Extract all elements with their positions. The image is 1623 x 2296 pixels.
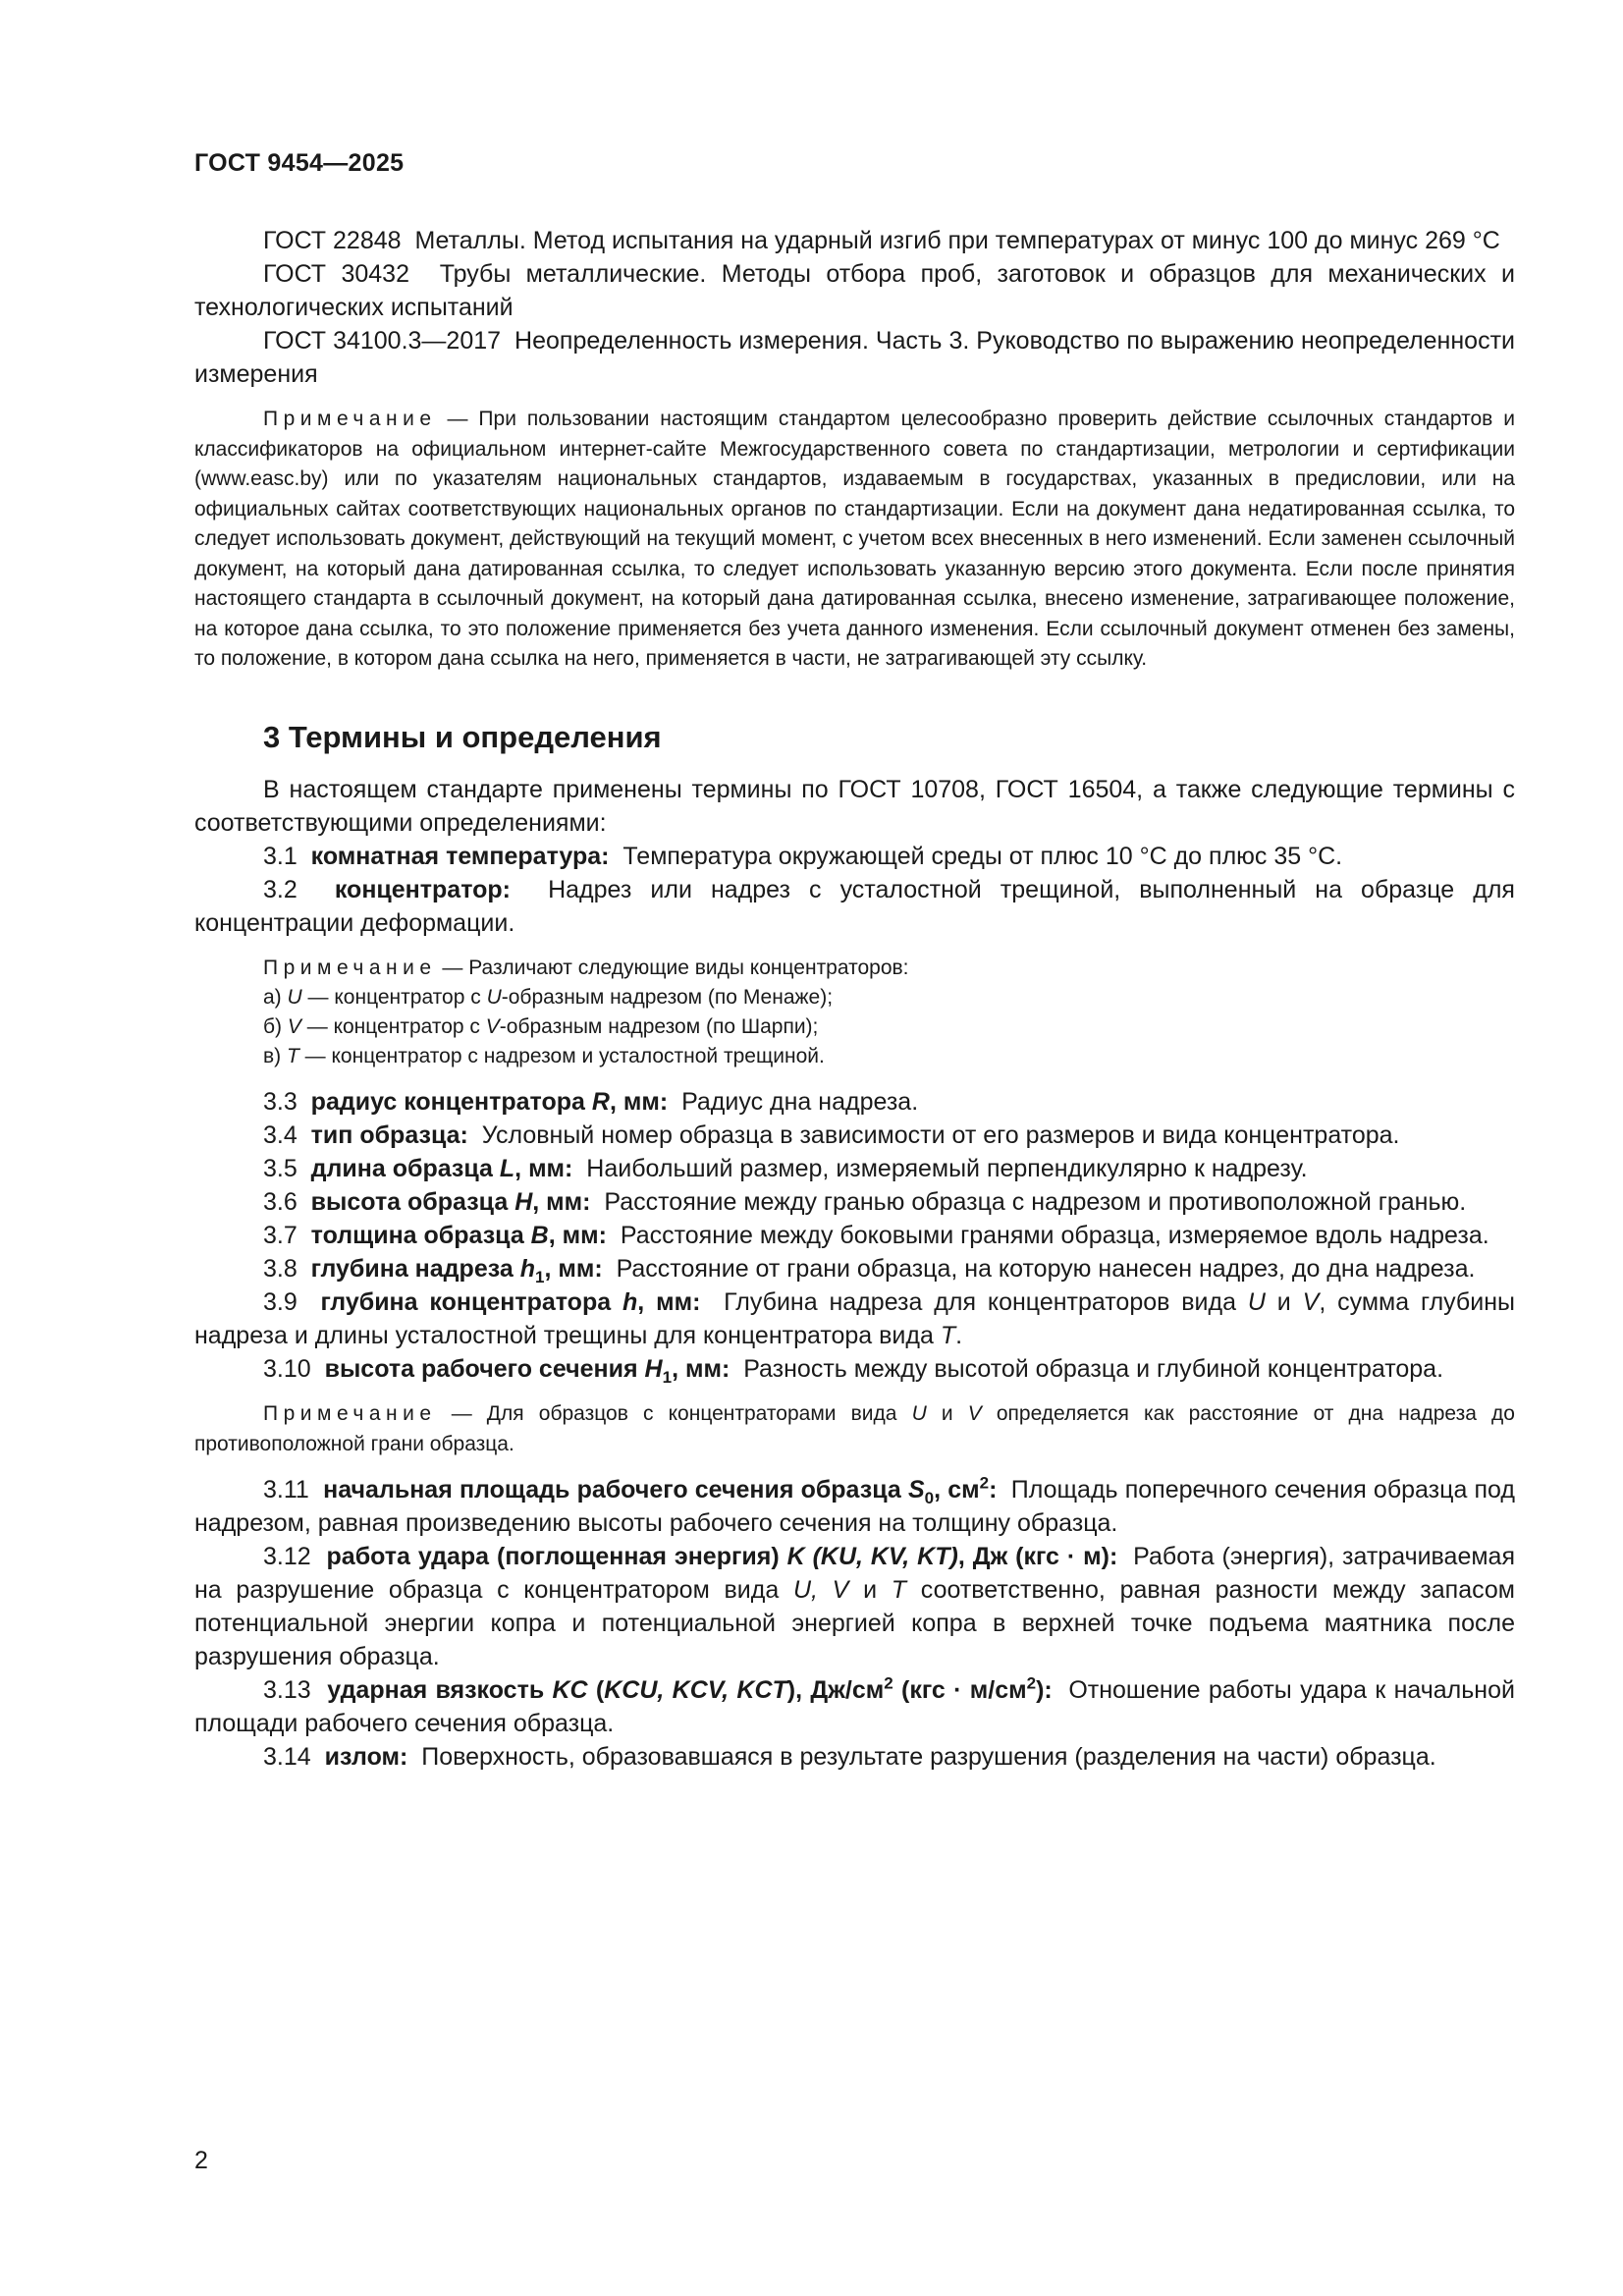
reference-entry [194,324,1515,391]
definition-text: , сумма глубины надреза и длины усталостной трещины для концентратора вида [194,1288,1515,1349]
term-name-text: , мм: [548,1222,607,1249]
term-name-text: начальная площадь рабочего сечения образца [323,1476,908,1503]
term-name-text: радиус концентратора [310,1088,592,1116]
term-name-text: , см [934,1476,980,1503]
term-name-text: ударная вязкость [327,1676,553,1704]
symbol: T [287,1045,299,1067]
term-number: 3.1 [263,842,298,870]
symbol: h [519,1255,535,1283]
term-3-8 [194,1252,1515,1285]
term-definition: Площадь поперечного сечения образца под надрезом, равная произведению высоты рабочего сечения на толщину образца. [194,1476,1515,1537]
term-name [327,1673,1053,1704]
term-name-text: высота образца [310,1188,515,1216]
term-3-9 [194,1285,1515,1352]
reference-entry [194,224,1515,257]
list-item [263,1042,1515,1071]
definition-text: Глубина надреза для концентраторов вида [724,1288,1248,1316]
term-name-text: , мм: [609,1088,669,1116]
term-definition: Расстояние от грани образца, на которую нанесен надрез, до дна надреза. [616,1255,1476,1283]
term-number: 3.5 [263,1155,298,1182]
term-number: 3.10 [263,1355,311,1383]
term-number: 3.4 [263,1121,298,1149]
term-name: концентратор: [334,875,511,903]
definition-text: и [1265,1288,1303,1316]
symbol: B [530,1222,549,1249]
term-number: 3.3 [263,1088,298,1116]
term-name-text: (кгс · м/см [893,1676,1027,1704]
term-name-text: глубина концентратора [320,1288,622,1316]
note-label: Примечание [263,408,437,430]
term-name-text: , мм: [514,1155,573,1182]
term-definition: Надрез или надрез с усталостной трещиной, выполненный на образце для концентрации деформации. [194,875,1515,937]
term-number: 3.14 [263,1743,311,1771]
list-item [263,1012,1515,1042]
symbol: U [1247,1288,1266,1316]
term-name-text: высота рабочего сечения [324,1355,645,1383]
symbol: T [891,1576,907,1604]
symbol: R [591,1088,610,1116]
term-name [311,1222,607,1249]
term-3-7 [194,1219,1515,1252]
list-marker: б) [263,1015,283,1038]
note-intro [194,954,1515,984]
term-name: тип образца: [310,1121,468,1149]
term-number: 3.13 [263,1676,311,1704]
note-working-section [194,1399,1515,1459]
note-text: определяется как расстояние от дна надреза до противоположной грани образца. [194,1402,1515,1455]
term-definition: Расстояние между боковыми гранями образца, измеряемое вдоль надреза. [620,1222,1489,1249]
definition-text: соответственно, равная разности между запасом потенциальной энергии копра и потенциальной энергией копра в верхней точке подъема маятника после разрушения образца. [194,1576,1515,1670]
superscript: 2 [884,1673,893,1693]
symbol: U [287,986,302,1009]
subscript: 1 [662,1368,673,1387]
reference-title: Трубы металлические. Методы отбора проб, заготовок и образцов для механических и технологических испытаний [194,260,1515,321]
term-name-text: , мм: [532,1188,591,1216]
term-name-text: , Дж (кгс · м): [957,1543,1118,1570]
term-name-text: глубина надреза [310,1255,520,1283]
term-definition: Отношение работы удара к начальной площади рабочего сечения образца. [194,1676,1515,1737]
reference-code: ГОСТ 30432 [263,260,409,288]
term-name [311,1088,668,1116]
term-name-text: : [989,1476,998,1503]
symbol: S [907,1476,925,1503]
symbol: KC [552,1676,588,1704]
term-name [327,1543,1118,1570]
term-3-6 [194,1185,1515,1219]
term-name [324,1355,730,1387]
subscript: 0 [924,1489,935,1507]
section-heading: 3 Термины и определения [263,719,662,754]
symbol: T [940,1322,956,1349]
superscript: 2 [1026,1673,1037,1693]
term-3-12 [194,1540,1515,1673]
list-item [263,983,1515,1012]
list-text: — концентратор с [307,986,487,1009]
term-3-11 [194,1473,1515,1540]
reference-title: Неопределенность измерения. Часть 3. Руководство по выражению неопределенности измерения [194,327,1515,388]
term-name-text: ): [1036,1676,1053,1704]
definition-text: и [848,1576,892,1604]
term-3-3 [194,1085,1515,1119]
note-list [194,983,1515,1071]
term-name-text: толщина образца [310,1222,531,1249]
list-marker: а) [263,986,282,1009]
note-label: Примечание [263,956,437,979]
note-text: — Для образцов с концентраторами вида [451,1402,912,1425]
document-id: ГОСТ 9454—2025 [194,149,405,177]
list-marker: в) [263,1045,282,1067]
symbol: h [622,1288,638,1316]
term-3-14 [194,1740,1515,1774]
term-number: 3.6 [263,1188,298,1216]
term-definition: Наибольший размер, измеряемый перпендикулярно к надрезу. [586,1155,1308,1182]
reference-code: ГОСТ 34100.3—2017 [263,327,502,355]
symbol: V [967,1402,982,1425]
superscript: 2 [979,1473,990,1493]
note-references [194,405,1515,675]
term-name [311,1155,573,1182]
term-name [310,1255,603,1286]
term-definition: Температура окружающей среды от плюс 10 °С до плюс 35 °С. [622,842,1343,870]
term-3-5 [194,1152,1515,1185]
term-definition: Радиус дна надреза. [681,1088,919,1116]
term-name-text: , мм: [637,1288,701,1316]
term-definition: Условный номер образца в зависимости от его размеров и вида концентратора. [481,1121,1400,1149]
note-text: — При пользовании настоящим стандартом целесообразно проверить действие ссылочных стандартов и классификаторов на официальном интернет-сайте Межгосударственного совета по стандартизации, метрологии и сертификации (www.easc.by) или по указателям национальных стандартов, издаваемым в государствах, указанных в предисловии, или на официальных сайтах соответствующих национальных органов по стандартизации. Если на документ дана недатированная ссылка, то следует использовать документ, действующий на текущий момент, с учетом всех внесенных в него изменений. Если заменен ссылочный документ, на который дана датированная ссылка, то следует использовать указанную версию этого документа. Если после принятия настоящего стандарта в ссылочный документ, на который дана датированная ссылка, внесено изменение, затрагивающее положение, на которое дана ссылка, то это положение применяется без учета данного изменения. Если ссылочный документ отменен без замены, то положение, в котором дана ссылка на него, применяется в части, не затрагивающей эту ссылку. [194,408,1515,670]
reference-code: ГОСТ 22848 [263,227,402,254]
note-label: Примечание [263,1402,437,1425]
symbol: H [514,1188,533,1216]
term-number: 3.2 [263,875,298,903]
term-name-text: ( [587,1676,605,1704]
term-number: 3.12 [263,1543,311,1570]
section-intro: В настоящем стандарте применены термины по ГОСТ 10708, ГОСТ 16504, а также следующие термины с соответствующими определениями: [194,775,1515,837]
note-concentrators [194,954,1515,1072]
list-text: -образным надрезом (по Менаже); [501,986,834,1009]
term-name-text: длина образца [310,1155,500,1182]
symbol: U [486,986,502,1009]
term-number: 3.9 [263,1288,298,1316]
term-name [311,1188,591,1216]
definition-text: . [955,1322,963,1349]
term-name: излом: [324,1743,408,1771]
term-3-10 [194,1352,1515,1386]
symbol: L [499,1155,515,1182]
term-3-2 [194,873,1515,940]
page-content [194,224,1515,1774]
term-number: 3.7 [263,1222,298,1249]
definition-text: Работа (энергия), затрачиваемая на разрушение образца с концентратором вида [194,1543,1515,1604]
subscript: 1 [534,1268,545,1286]
symbol: U [911,1402,927,1425]
list-text: — концентратор с [306,1015,486,1038]
reference-title: Металлы. Метод испытания на ударный изгиб при температурах от минус 100 до минус 269 °С [414,227,1500,254]
term-name-text: , мм: [544,1255,603,1283]
page-number: 2 [194,2147,208,2174]
term-name-text: , мм: [672,1355,730,1383]
symbol: V [287,1015,301,1038]
term-name [323,1473,998,1507]
list-text: -образным надрезом (по Шарпи); [499,1015,819,1038]
term-name-text: работа удара (поглощенная энергия) [326,1543,787,1570]
term-name [321,1288,701,1316]
term-name: комнатная температура: [310,842,610,870]
symbol: K (KU, KV, KT) [786,1543,958,1570]
term-3-1 [194,840,1515,873]
reference-entry [194,257,1515,324]
term-definition: Расстояние между гранью образца с надрезом и противоположной гранью. [604,1188,1467,1216]
term-number: 3.11 [263,1476,309,1503]
term-number: 3.8 [263,1255,298,1283]
list-text: — концентратор с надрезом и усталостной трещиной. [304,1045,825,1067]
symbol: V [1302,1288,1320,1316]
symbol: KCU, KCV, KCT [604,1676,787,1704]
term-3-4 [194,1119,1515,1152]
term-definition: Разность между высотой образца и глубиной концентратора. [743,1355,1444,1383]
note-text: и [926,1402,968,1425]
symbol: U, V [792,1576,849,1604]
note-text: — Различают следующие виды концентраторов: [442,956,909,979]
symbol: H [644,1355,663,1383]
term-3-13 [194,1673,1515,1740]
term-definition: Поверхность, образовавшаяся в результате разрушения (разделения на части) образца. [421,1743,1436,1771]
term-name-text: ), Дж/см [786,1676,885,1704]
symbol: V [485,1015,500,1038]
